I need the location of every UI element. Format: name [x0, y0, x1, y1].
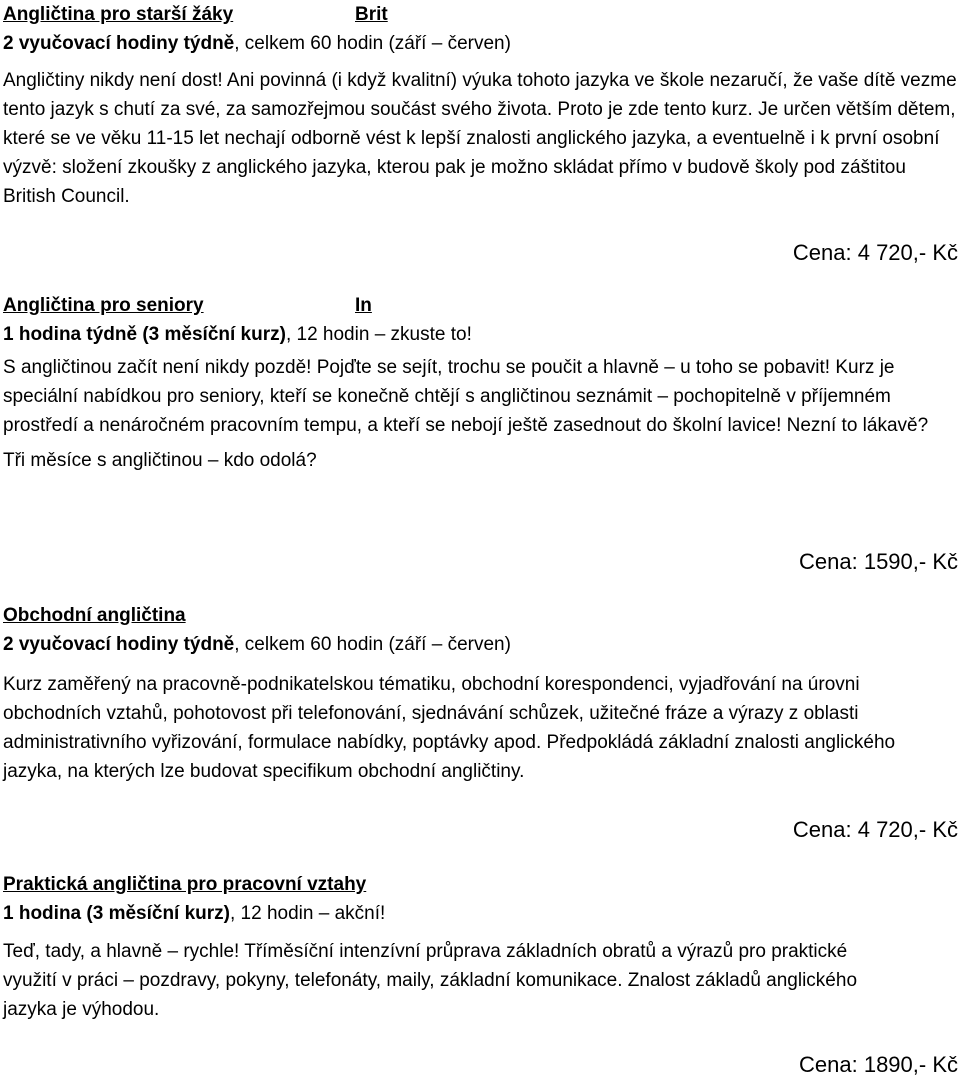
course-schedule [3, 29, 958, 58]
course-tag: Brit [355, 4, 388, 25]
price-value: 4 720,- Kč [857, 817, 958, 842]
course-section [3, 291, 958, 475]
schedule-hours: 1 hodina týdně (3 měsíční kurz) [3, 324, 286, 345]
schedule-details: , celkem 60 hodin (září – červen) [234, 634, 511, 655]
price-value: 4 720,- Kč [857, 240, 958, 265]
course-description: Teď, tady, a hlavně – rychle! Tříměsíční intenzívní průprava základních obratů a výrazů pro praktické využití v práci – pozdravy, pokyny, telefonáty, maily, základní komunikace. Znalost základů anglického jazyka je výhodou. [3, 941, 858, 1020]
course-price [793, 238, 958, 268]
price-label: Cena: [798, 549, 858, 574]
course-tag: In [355, 295, 372, 316]
course-schedule [3, 320, 958, 349]
schedule-hours: 2 vyučovací hodiny týdně [3, 634, 235, 655]
course-description: Angličtiny nikdy není dost! Ani povinná (i když kvalitní) výuka tohoto jazyka ve škole nezaručí, že vaše dítě vezme tento jazyk s chutí za své, za samozřejmou součást svého života. Proto je zde tento kurz. Je určen větším dětem, které se ve věku 11-15 let nechají odborně vést k lepší znalosti anglického jazyka, a eventuelně i k první osobní výzvě: složení zkoušky z anglického jazyka, kterou pak je možno skládat přímo v budově školy pod záštitou British Council. [3, 70, 957, 207]
course-description: S angličtinou začít není nikdy pozdě! Pojďte se sejít, trochu se poučit a hlavně – u toho se pobavit! Kurz je speciální nabídkou pro seniory, kteří se konečně chtějí s angličtinou seznámit – pochopitelně v příjemném prostředí a nenáročném pracovním tempu, a kteří se nebojí ještě zasednout do školní lavice! Nezní to lákavě? [3, 357, 929, 436]
schedule-hours: 2 vyučovací hodiny týdně [3, 33, 235, 54]
course-price [799, 547, 958, 577]
course-section [3, 870, 958, 1024]
course-price [793, 815, 958, 845]
course-title: Angličtina pro starší žáky [3, 4, 234, 25]
price-label: Cena: [792, 817, 852, 842]
course-header [3, 0, 958, 29]
price-value: 1590,- Kč [863, 549, 958, 574]
course-schedule [3, 899, 958, 928]
course-schedule [3, 630, 958, 659]
schedule-hours: 1 hodina (3 měsíční kurz) [3, 903, 230, 924]
schedule-details: , 12 hodin – zkuste to! [285, 324, 472, 345]
course-title: Obchodní angličtina [3, 605, 186, 626]
schedule-details: , 12 hodin – akční! [230, 903, 386, 924]
course-tagline: Tři měsíce s angličtinou – kdo odolá? [3, 450, 317, 471]
course-header [3, 870, 958, 899]
course-section [3, 0, 958, 211]
course-description: Kurz zaměřený na pracovně-podnikatelskou tématiku, obchodní korespondenci, vyjadřování na úrovni obchodních vztahů, pohotovost při telefonování, sjednávání schůzek, užitečné fráze a výrazy z oblasti administrativního vyřizování, formulace nabídky, poptávky apod. Předpokládá základní znalosti anglického jazyka, na kterých lze budovat specifikum obchodní angličtiny. [3, 674, 896, 782]
price-label: Cena: [792, 240, 852, 265]
course-title: Angličtina pro seniory [3, 295, 204, 316]
course-header [3, 601, 958, 630]
course-price [799, 1050, 958, 1080]
schedule-details: , celkem 60 hodin (září – červen) [234, 33, 511, 54]
course-header [3, 291, 958, 320]
price-value: 1890,- Kč [863, 1052, 958, 1077]
course-section [3, 601, 958, 786]
price-label: Cena: [798, 1052, 858, 1077]
course-title: Praktická angličtina pro pracovní vztahy [3, 874, 367, 895]
